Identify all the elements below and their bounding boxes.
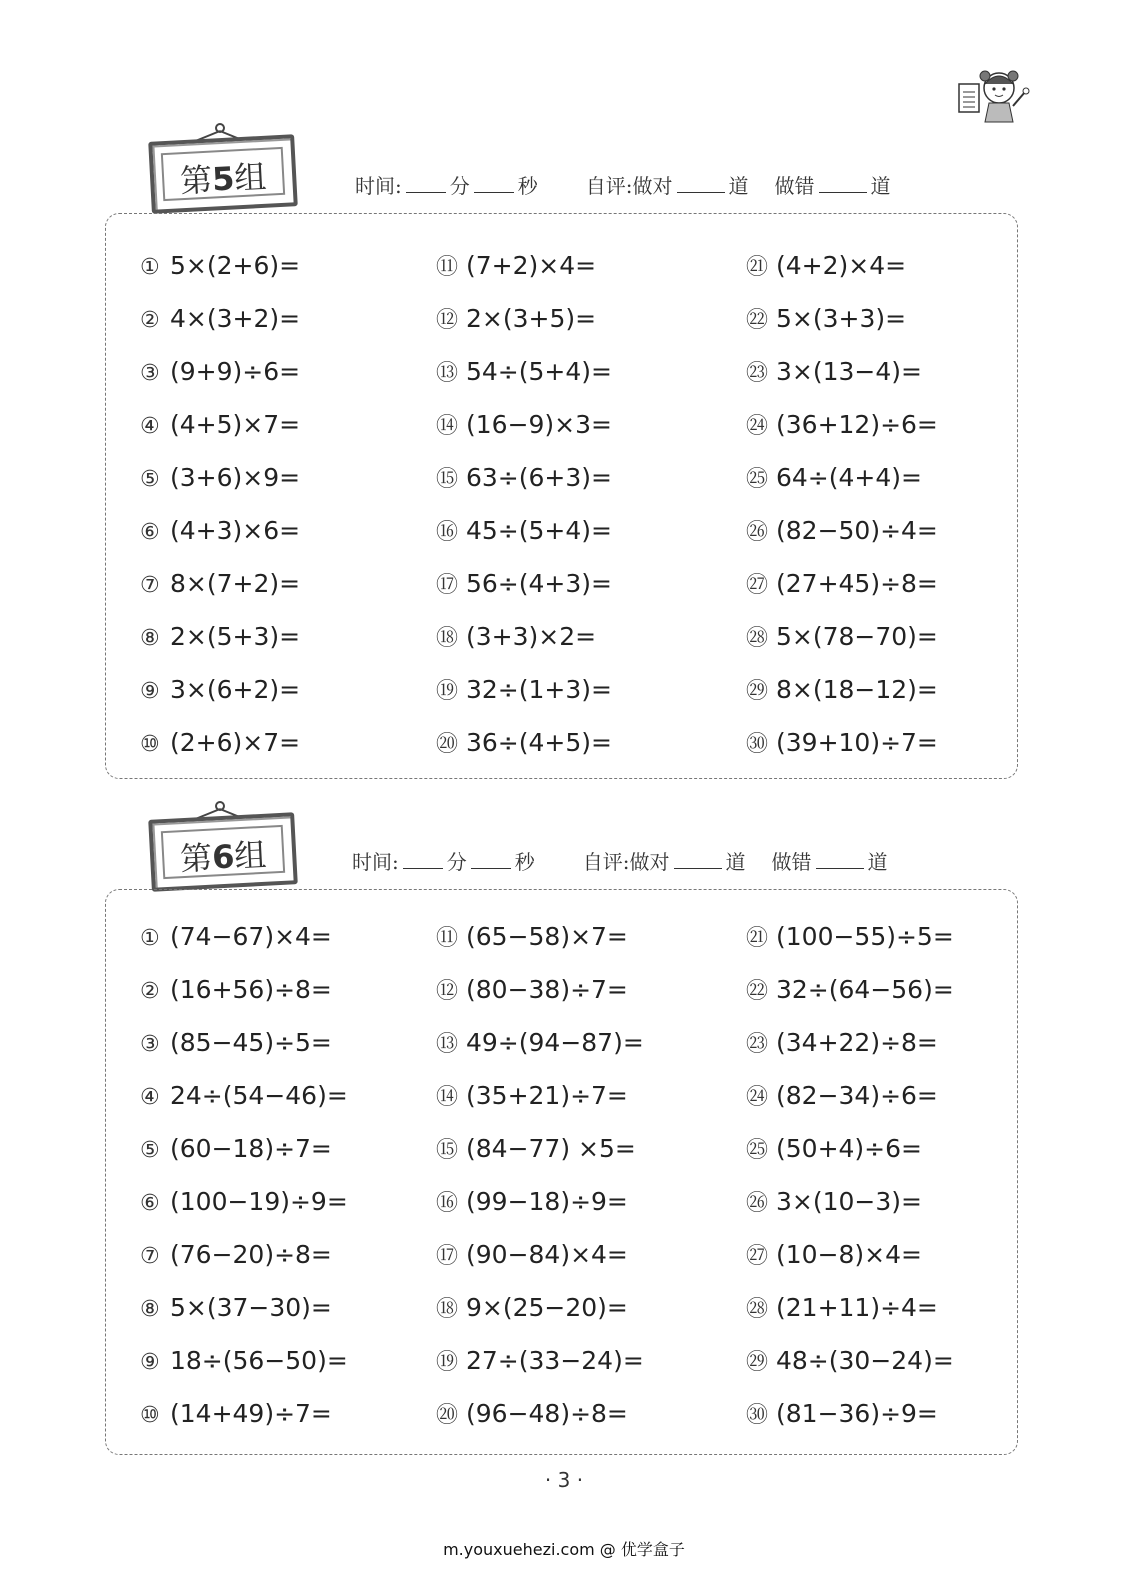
problem-expression: 5×(37−30)= [170, 1293, 332, 1322]
problem-expression: (35+21)÷7= [466, 1081, 628, 1110]
problem-item [436, 1228, 746, 1281]
problem-number: ㉑ [746, 255, 769, 280]
correct-count-blank[interactable] [674, 850, 722, 869]
problem-item [140, 292, 436, 345]
minutes-blank[interactable] [406, 174, 446, 193]
problem-number: ⑩ [140, 732, 160, 757]
page-number: · 3 · [544, 1468, 584, 1492]
problem-item [436, 239, 746, 292]
problem-expression: (85−45)÷5= [170, 1028, 332, 1057]
problem-number: ⑳ [436, 1403, 459, 1428]
problem-number: ⑱ [436, 1297, 459, 1322]
problem-item [140, 663, 436, 716]
problem-number: ② [140, 308, 160, 333]
problem-item [140, 398, 436, 451]
problem-item [140, 1387, 436, 1440]
problem-expression: 2×(5+3)= [170, 622, 301, 651]
group-title-sign [150, 800, 300, 890]
problem-expression: 63÷(6+3)= [466, 463, 612, 492]
problem-expression: 5×(78−70)= [776, 622, 938, 651]
problem-expression: 2×(3+5)= [466, 304, 597, 333]
problem-expression: (7+2)×4= [466, 251, 597, 280]
problem-number: ⑰ [436, 573, 459, 598]
group-title-sign [150, 122, 300, 212]
problem-item [746, 345, 1036, 398]
problem-number: ① [140, 926, 160, 951]
problem-item [436, 451, 746, 504]
problem-expression: 36÷(4+5)= [466, 728, 612, 757]
problem-number: ⑪ [436, 255, 459, 280]
problem-number: ㉙ [746, 1350, 769, 1375]
problem-expression: (76−20)÷8= [170, 1240, 332, 1269]
problem-expression: (84−77) ×5= [466, 1134, 636, 1163]
problem-item [140, 610, 436, 663]
problem-number: ㉚ [746, 732, 769, 757]
problem-expression: (9+9)÷6= [170, 357, 301, 386]
problem-expression: (4+5)×7= [170, 410, 301, 439]
problem-item [746, 504, 1036, 557]
problem-number: ⑯ [436, 520, 459, 545]
problem-number: ⑯ [436, 1191, 459, 1216]
problem-expression: (14+49)÷7= [170, 1399, 332, 1428]
problem-item [436, 663, 746, 716]
problem-item [746, 963, 1036, 1016]
problem-item [436, 1175, 746, 1228]
problem-item [436, 1334, 746, 1387]
problem-expression: (4+2)×4= [776, 251, 907, 280]
problem-expression: (60−18)÷7= [170, 1134, 332, 1163]
problem-item [746, 1175, 1036, 1228]
problem-expression: (2+6)×7= [170, 728, 301, 757]
problem-number: ③ [140, 361, 160, 386]
problem-number: ㉖ [746, 1191, 769, 1216]
problem-number: ㉑ [746, 926, 769, 951]
problem-number: ⑨ [140, 679, 160, 704]
minutes-blank[interactable] [403, 850, 443, 869]
problem-item [746, 451, 1036, 504]
problem-item [140, 1228, 436, 1281]
problem-item [140, 451, 436, 504]
problem-item [436, 1016, 746, 1069]
problem-item [746, 292, 1036, 345]
problem-expression: (4+3)×6= [170, 516, 301, 545]
problem-expression: 48÷(30−24)= [776, 1346, 954, 1375]
problem-item [140, 1334, 436, 1387]
problem-expression: (65−58)×7= [466, 922, 628, 951]
problem-number: ㉘ [746, 1297, 769, 1322]
problem-item [746, 1016, 1036, 1069]
problem-item [746, 557, 1036, 610]
problem-item [140, 504, 436, 557]
wrong-count-blank[interactable] [816, 850, 864, 869]
problem-expression: 3×(13−4)= [776, 357, 922, 386]
girl-with-paper-icon [955, 62, 1035, 130]
problem-expression: 45÷(5+4)= [466, 516, 612, 545]
problem-item [140, 1281, 436, 1334]
problem-number: ㉓ [746, 361, 769, 386]
problem-expression: 27÷(33−24)= [466, 1346, 644, 1375]
problem-number: ⑧ [140, 1297, 160, 1322]
problem-item [140, 716, 436, 769]
problem-expression: (39+10)÷7= [776, 728, 938, 757]
problem-expression: (99−18)÷9= [466, 1187, 628, 1216]
problem-number: ⑮ [436, 467, 459, 492]
problem-number: ⑭ [436, 414, 459, 439]
problem-expression: (34+22)÷8= [776, 1028, 938, 1057]
problem-expression: 5×(3+3)= [776, 304, 907, 333]
problem-item [746, 1069, 1036, 1122]
problem-expression: 64÷(4+4)= [776, 463, 922, 492]
problem-number: ㉕ [746, 1138, 769, 1163]
problem-number: ④ [140, 1085, 160, 1110]
problem-number: ⑪ [436, 926, 459, 951]
problem-expression: 18÷(56−50)= [170, 1346, 348, 1375]
problem-item [746, 716, 1036, 769]
problem-item [140, 557, 436, 610]
problem-expression: (81−36)÷9= [776, 1399, 938, 1428]
problem-number: ⑮ [436, 1138, 459, 1163]
problem-number: ㉒ [746, 308, 769, 333]
correct-count-blank[interactable] [677, 174, 725, 193]
problem-expression: 56÷(4+3)= [466, 569, 612, 598]
problem-expression: (80−38)÷7= [466, 975, 628, 1004]
problem-number: ㉚ [746, 1403, 769, 1428]
problem-item [746, 663, 1036, 716]
problem-number: ㉓ [746, 1032, 769, 1057]
problem-number: ㉗ [746, 1244, 769, 1269]
problem-number: ⑰ [436, 1244, 459, 1269]
problem-number: ③ [140, 1032, 160, 1057]
problem-number: ② [140, 979, 160, 1004]
problem-number: ⑱ [436, 626, 459, 651]
problem-number: ㉒ [746, 979, 769, 1004]
problem-grid [140, 910, 1036, 1440]
problem-expression: (3+3)×2= [466, 622, 597, 651]
problem-number: ⑦ [140, 573, 160, 598]
problem-item [140, 963, 436, 1016]
problem-expression: (36+12)÷6= [776, 410, 938, 439]
problem-number: ㉙ [746, 679, 769, 704]
problem-expression: (74−67)×4= [170, 922, 332, 951]
problem-item [140, 1122, 436, 1175]
problem-number: ⑫ [436, 308, 459, 333]
problem-expression: 4×(3+2)= [170, 304, 301, 333]
problem-item [436, 292, 746, 345]
problem-number: ⑲ [436, 679, 459, 704]
problem-expression: 24÷(54−46)= [170, 1081, 348, 1110]
problem-item [436, 1069, 746, 1122]
problem-number: ⑧ [140, 626, 160, 651]
problem-expression: (27+45)÷8= [776, 569, 938, 598]
problem-item [746, 1228, 1036, 1281]
problem-number: ㉕ [746, 467, 769, 492]
problem-number: ㉔ [746, 1085, 769, 1110]
problem-expression: 49÷(94−87)= [466, 1028, 644, 1057]
problem-expression: 8×(7+2)= [170, 569, 301, 598]
problem-item [746, 1281, 1036, 1334]
problem-item [140, 1069, 436, 1122]
problem-number: ⑫ [436, 979, 459, 1004]
group-header: 时间: 分 秒 自评:做对 道 做错 道 [352, 850, 888, 874]
problem-number: ⑳ [436, 732, 459, 757]
problem-item [140, 345, 436, 398]
problem-number: ⑬ [436, 361, 459, 386]
problem-expression: (90−84)×4= [466, 1240, 628, 1269]
problem-number: ⑩ [140, 1403, 160, 1428]
problem-expression: 5×(2+6)= [170, 251, 301, 280]
problem-expression: 3×(10−3)= [776, 1187, 922, 1216]
problem-number: ⑤ [140, 1138, 160, 1163]
problem-item [436, 1122, 746, 1175]
problem-expression: 54÷(5+4)= [466, 357, 612, 386]
problem-item [746, 398, 1036, 451]
problem-expression: 8×(18−12)= [776, 675, 938, 704]
problem-expression: 3×(6+2)= [170, 675, 301, 704]
seconds-blank[interactable] [474, 174, 514, 193]
group-header: 时间: 分 秒 自评:做对 道 做错 道 [355, 174, 891, 198]
problem-item [436, 1387, 746, 1440]
problem-expression: 32÷(64−56)= [776, 975, 954, 1004]
problem-number: ㉗ [746, 573, 769, 598]
problem-expression: (16−9)×3= [466, 410, 612, 439]
problem-item [436, 716, 746, 769]
problem-item [746, 910, 1036, 963]
problem-number: ⑬ [436, 1032, 459, 1057]
group-title: 第5组 [179, 157, 268, 201]
problem-item [436, 1281, 746, 1334]
problem-expression: (82−34)÷6= [776, 1081, 938, 1110]
problem-expression: (21+11)÷4= [776, 1293, 938, 1322]
problem-grid [140, 239, 1036, 769]
problem-expression: (3+6)×9= [170, 463, 301, 492]
problem-number: ⑦ [140, 1244, 160, 1269]
problem-item [436, 557, 746, 610]
footer-watermark: m.youxuehezi.com @ 优学盒子 [443, 1540, 685, 1559]
problem-item [436, 963, 746, 1016]
problem-item [436, 345, 746, 398]
group-title: 第6组 [179, 835, 268, 879]
problem-item [746, 1122, 1036, 1175]
problem-number: ⑥ [140, 1191, 160, 1216]
problem-item [746, 239, 1036, 292]
problem-expression: (100−19)÷9= [170, 1187, 348, 1216]
problem-number: ㉖ [746, 520, 769, 545]
problem-item [140, 1175, 436, 1228]
problem-number: ⑲ [436, 1350, 459, 1375]
problem-number: ㉘ [746, 626, 769, 651]
problem-item [436, 504, 746, 557]
problem-expression: (50+4)÷6= [776, 1134, 922, 1163]
problem-number: ⑤ [140, 467, 160, 492]
problem-item [140, 239, 436, 292]
problem-item [140, 1016, 436, 1069]
problem-item [436, 610, 746, 663]
problem-item [436, 910, 746, 963]
problem-item [746, 1334, 1036, 1387]
problem-number: ⑨ [140, 1350, 160, 1375]
problem-expression: 9×(25−20)= [466, 1293, 628, 1322]
problem-expression: (16+56)÷8= [170, 975, 332, 1004]
problem-number: ① [140, 255, 160, 280]
problem-item [746, 610, 1036, 663]
problem-item [140, 910, 436, 963]
problem-number: ④ [140, 414, 160, 439]
problem-expression: (82−50)÷4= [776, 516, 938, 545]
wrong-count-blank[interactable] [819, 174, 867, 193]
problem-item [746, 1387, 1036, 1440]
problem-item [436, 398, 746, 451]
seconds-blank[interactable] [471, 850, 511, 869]
problem-number: ⑥ [140, 520, 160, 545]
problem-expression: (10−8)×4= [776, 1240, 922, 1269]
problem-expression: (96−48)÷8= [466, 1399, 628, 1428]
problem-number: ㉔ [746, 414, 769, 439]
problem-number: ⑭ [436, 1085, 459, 1110]
problem-expression: (100−55)÷5= [776, 922, 954, 951]
problem-expression: 32÷(1+3)= [466, 675, 612, 704]
